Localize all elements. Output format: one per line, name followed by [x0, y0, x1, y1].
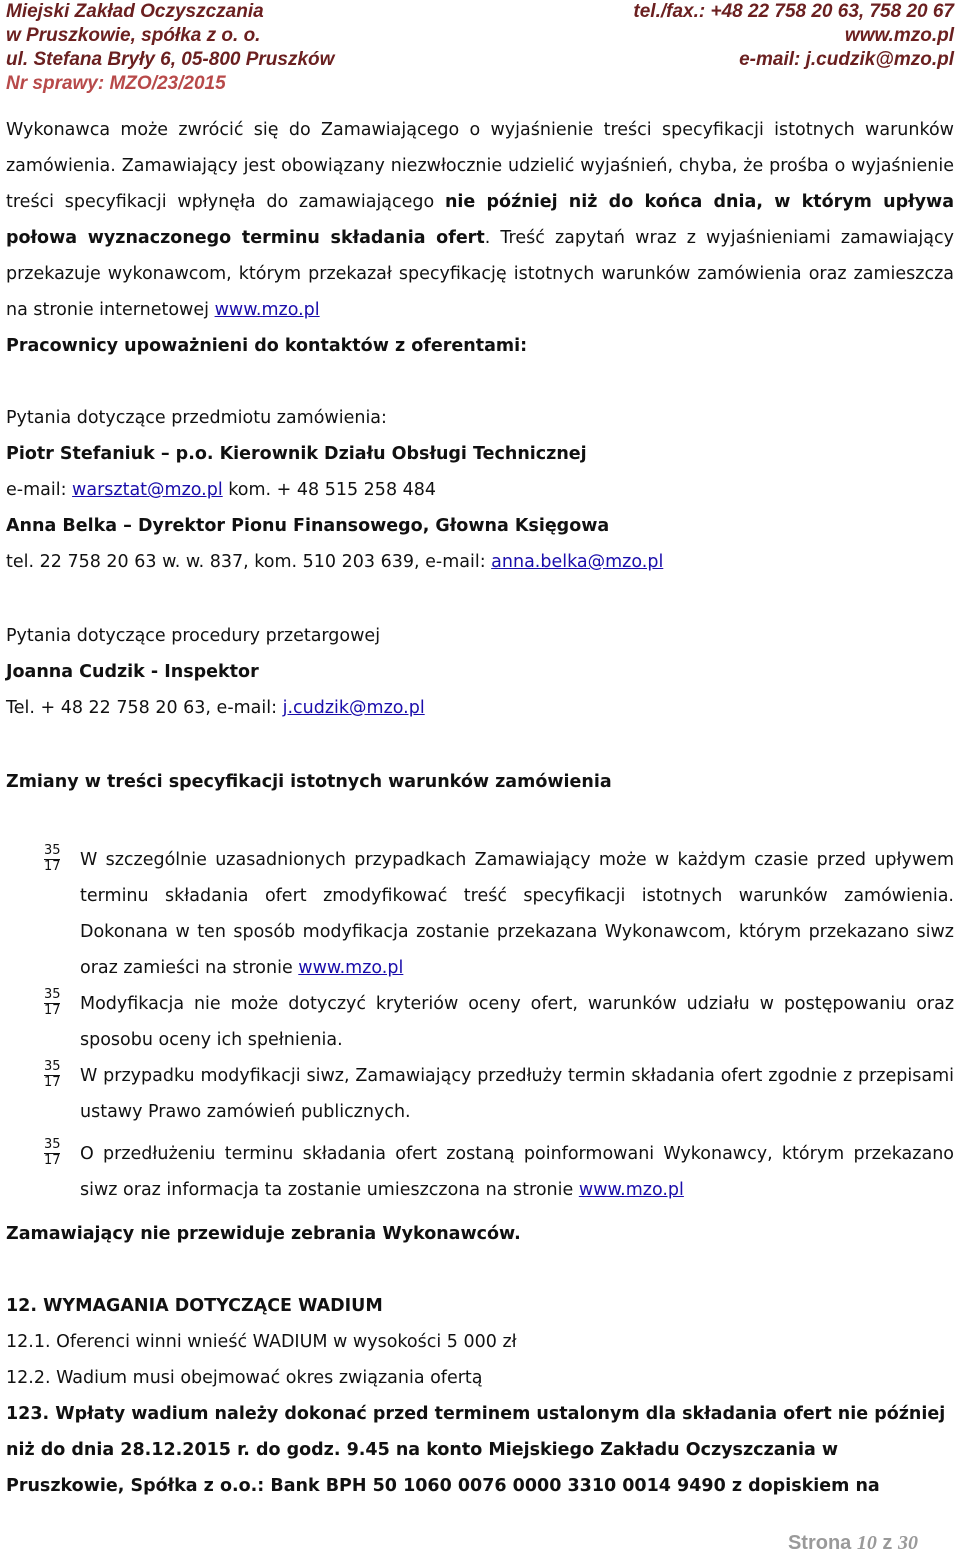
contacts-heading: Pracownicy upoważnieni do kontaktów z oferentami:: [6, 336, 528, 356]
org-name: Miejski Zakład Oczyszczania: [6, 1, 264, 22]
contact-person-1-phone: kom. + 48 515 258 484: [222, 480, 437, 500]
clarification-text-b: . Treść zapytań wraz z wyjaśnieniami zamawiający przekazuje wykonawcom, którym przekazał specyfikację istotnych warunków zamówienia oraz zamieszcza na stronie internetowej: [6, 228, 954, 320]
contact-person-2: Anna Belka – Dyrektor Pionu Finansowego, Głowna Księgowa: [6, 516, 610, 536]
change-item-2: Modyfikacja nie może dotyczyć kryteriów oceny ofert, warunków udziału w postępowaniu oraz sposobu oceny ich spełnienia.: [80, 994, 954, 1050]
clarification-deadline-bold: nie później niż do końca dnia, w którym upływa połowa wyznaczonego terminu składania ofert: [6, 192, 955, 248]
belka-email-link[interactable]: anna.belka@mzo.pl: [491, 552, 664, 572]
contact-person-3-phone: Tel. + 48 22 758 20 63, e-mail:: [6, 698, 283, 718]
mzo-website-link[interactable]: www.mzo.pl: [298, 958, 404, 978]
letterhead: [6, 0, 954, 96]
org-email[interactable]: e-mail: j.cudzik@mzo.pl: [739, 49, 954, 70]
procedure-contacts: [6, 618, 954, 726]
contacts-section: [6, 400, 954, 580]
no-meeting-block: [6, 1216, 954, 1252]
org-phone: tel./fax.: +48 22 758 20 63, 758 20 67: [633, 1, 954, 22]
changes-list: [6, 842, 954, 1208]
list-item: [6, 986, 954, 1058]
change-item-4: O przedłużeniu terminu składania ofert zostaną poinformowani Wykonawcy, którym przekazano siwz oraz informacja ta zostanie umieszczona na stronie: [80, 1144, 954, 1200]
change-item-1: W szczególnie uzasadnionych przypadkach Zamawiający może w każdym czasie przed upływem terminu składania ofert zmodyfikować treść specyfikacji istotnych warunków zamówienia. Dokonana w ten sposób modyfikacja zostanie przekazana Wykonawcom, którym przekazano siwz oraz zamieści na stronie: [80, 850, 954, 978]
no-meeting-note: Zamawiający nie przewiduje zebrania Wykonawców.: [6, 1224, 521, 1244]
cudzik-email-link[interactable]: j.cudzik@mzo.pl: [282, 698, 425, 718]
change-item-3: W przypadku modyfikacji siwz, Zamawiający przedłuży termin składania ofert zgodnie z przepisami ustawy Prawo zamówień publicznych.: [80, 1066, 954, 1122]
changes-heading: Zmiany w treści specyfikacji istotnych warunków zamówienia: [6, 772, 612, 792]
mzo-website-link[interactable]: www.mzo.pl: [214, 300, 320, 320]
subject-questions-heading: Pytania dotyczące przedmiotu zamówienia:: [6, 408, 387, 428]
warsztat-email-link[interactable]: warsztat@mzo.pl: [72, 480, 223, 500]
list-bullet-icon: 35 17: [44, 843, 61, 874]
list-item: [6, 1136, 954, 1208]
contact-person-2-details: [6, 544, 954, 580]
contact-person-2-phone: tel. 22 758 20 63 w. w. 837, kom. 510 203 639, e-mail:: [6, 552, 492, 572]
email-label: e-mail:: [6, 480, 73, 500]
contact-person-3-details: [6, 690, 954, 726]
changes-heading-block: [6, 764, 954, 800]
list-bullet-icon: 35 17: [44, 1059, 61, 1090]
list-bullet-icon: 35 17: [44, 1137, 61, 1168]
intro-section: [6, 112, 954, 364]
contact-person-3: Joanna Cudzik - Inspektor: [6, 662, 259, 682]
clarification-paragraph: [6, 112, 954, 328]
mzo-website-link[interactable]: www.mzo.pl: [578, 1180, 684, 1200]
page-number: Strona 10 z 30: [787, 1532, 918, 1554]
clarification-text-a: Wykonawca może zwrócić się do Zamawiającego o wyjaśnienie treści specyfikacji istotnych warunków zamówienia. Zamawiający jest obowiązany niezwłocznie udzielić wyjaśnień, chyba, że prośba o wyjaśnienie treści specyfikacji wpłynęła do zamawiającego: [6, 120, 954, 212]
wadium-item-2: 12.2. Wadium musi obejmować okres związania ofertą: [6, 1368, 483, 1388]
org-address: ul. Stefana Bryły 6, 05-800 Pruszków: [6, 49, 335, 70]
wadium-heading: 12. WYMAGANIA DOTYCZĄCE WADIUM: [6, 1296, 383, 1316]
wadium-section: [6, 1288, 954, 1504]
list-bullet-icon: 35 17: [44, 987, 61, 1018]
contact-person-1-details: [6, 472, 954, 508]
list-item: [6, 1058, 954, 1130]
case-number: Nr sprawy: MZO/23/2015: [6, 73, 226, 94]
org-website[interactable]: www.mzo.pl: [844, 25, 954, 46]
wadium-item-3: 123. Wpłaty wadium należy dokonać przed terminem ustalonym dla składania ofert nie później niż do dnia 28.12.2015 r. do godz. 9.45 na konto Miejskiego Zakładu Oczyszczania w Pruszkowie, Spółka z o.o.: Bank BPH 50 1060 0076 0000 3310 0014 9490 z dopiskiem na: [6, 1404, 946, 1496]
procedure-questions-heading: Pytania dotyczące procedury przetargowej: [6, 626, 381, 646]
wadium-item-1: 12.1. Oferenci winni wnieść WADIUM w wysokości 5 000 zł: [6, 1332, 517, 1352]
contact-person-1: Piotr Stefaniuk – p.o. Kierownik Działu Obsługi Technicznej: [6, 444, 587, 464]
org-name-line2: w Pruszkowie, spółka z o. o.: [6, 25, 261, 46]
list-item: [6, 842, 954, 986]
